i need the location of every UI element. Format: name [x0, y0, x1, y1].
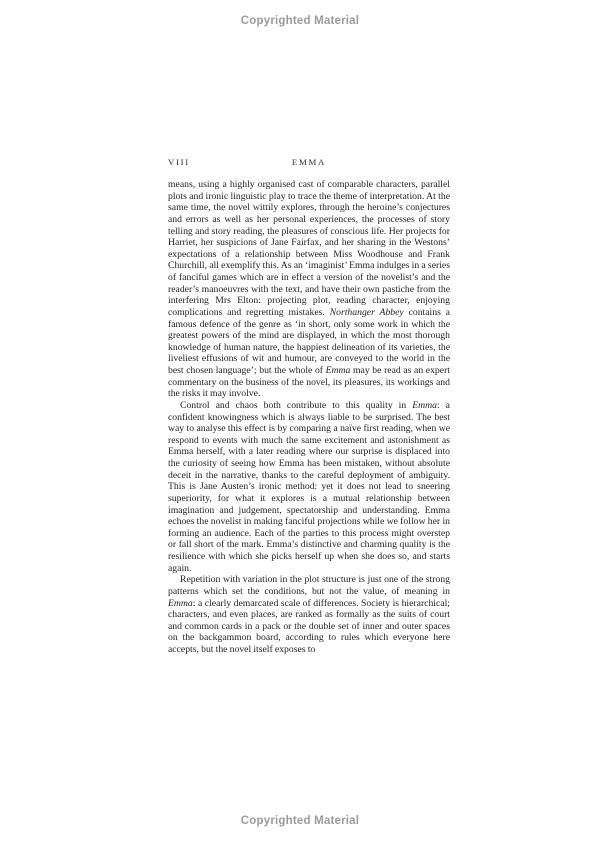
copyright-watermark-top: Copyrighted Material: [240, 15, 360, 27]
page-number: VIII: [168, 157, 190, 167]
copyright-watermark-bottom: Copyrighted Material: [240, 815, 360, 827]
paragraph-text: : a clearly demarcated scale of differences. Society is hierarchical; characters, and even places, are ranked as formally as the suits of court and common cards in a pack or the double set of inner and outer spaces on the backgammon board, according to rules which everyone here accepts, but the novel itself exposes to: [168, 597, 450, 655]
paragraph-text: Control and chaos both contribute to this quality in: [180, 399, 413, 411]
body-paragraph: [168, 400, 450, 574]
italic-text: Emma: [325, 365, 351, 376]
paragraph-text: contains a famous defence of the genre as ‘in short, only some work in which the greatest powers of the mind are displayed, in which the most thorough knowledge of human nature, the happiest delineation of its varieties, the liveliest effusions of wit and humour, are conveyed to the world in the best chosen language’; but the whole of: [168, 306, 450, 376]
body-paragraph: [168, 574, 450, 655]
italic-text: Northanger Abbey: [329, 306, 404, 318]
paragraph-text: may be read as an expert commentary on the business of the novel, its pleasures, its workings and the risks it may involve.: [168, 365, 450, 400]
paragraph-text: : a confident knowingness which is always liable to be surprised. The best way to analyse this effect is by comparing a naïve first reading, when we respond to events with much the same excitement and astonishment as Emma herself, with a later reading where our surprise is displaced into the curiosity of seeing how Emma has been mistaken, without absolute deceit in the narrative, thanks to the careful deployment of ambiguity. This is Jane Austen’s ironic method: yet it does not lead to sneering superiority, for what it explores is a mutual relationship between imagination and judgement, spectatorship and understanding. Emma echoes the novelist in making fanciful projections while we follow her in forming an audience. Each of the parties to this process might overstep or fall short of the mark. Emma’s distinctive and charming quality is the resilience with which she picks herself up when she does so, and starts again.: [168, 399, 450, 574]
body-text: [168, 179, 450, 656]
italic-text: Emma: [412, 399, 437, 411]
italic-text: Emma: [168, 597, 193, 609]
running-title: EMMA: [291, 157, 327, 167]
paragraph-text: means, using a highly organised cast of comparable characters, parallel plots and ironic linguistic play to trace the theme of interpretation. At the same time, the novel wittily explores, through the heroine’s conjectures and errors as well as her personal experiences, the processes of story telling and story reading, the pleasures of conscious life. Her projects for Harriet, her suspicions of Jane Fairfax, and her sharing in the Westons’ expectations of a relationship between Miss Woodhouse and Frank Churchill, all exemplify this. As an ‘imaginist’ Emma indulges in a series of fanciful games which are in effect a version of the novelist’s and the reader’s manoeuvres with the text, and have their own pastiche from the interfering Mrs Elton: projecting plot, reading character, enjoying complications and regretting mistakes.: [168, 179, 450, 318]
paragraph-text: Repetition with variation in the plot structure is just one of the strong patterns which set the conditions, but not the value, of meaning in: [168, 574, 450, 597]
page-header: [168, 157, 450, 169]
body-paragraph: [168, 179, 450, 400]
